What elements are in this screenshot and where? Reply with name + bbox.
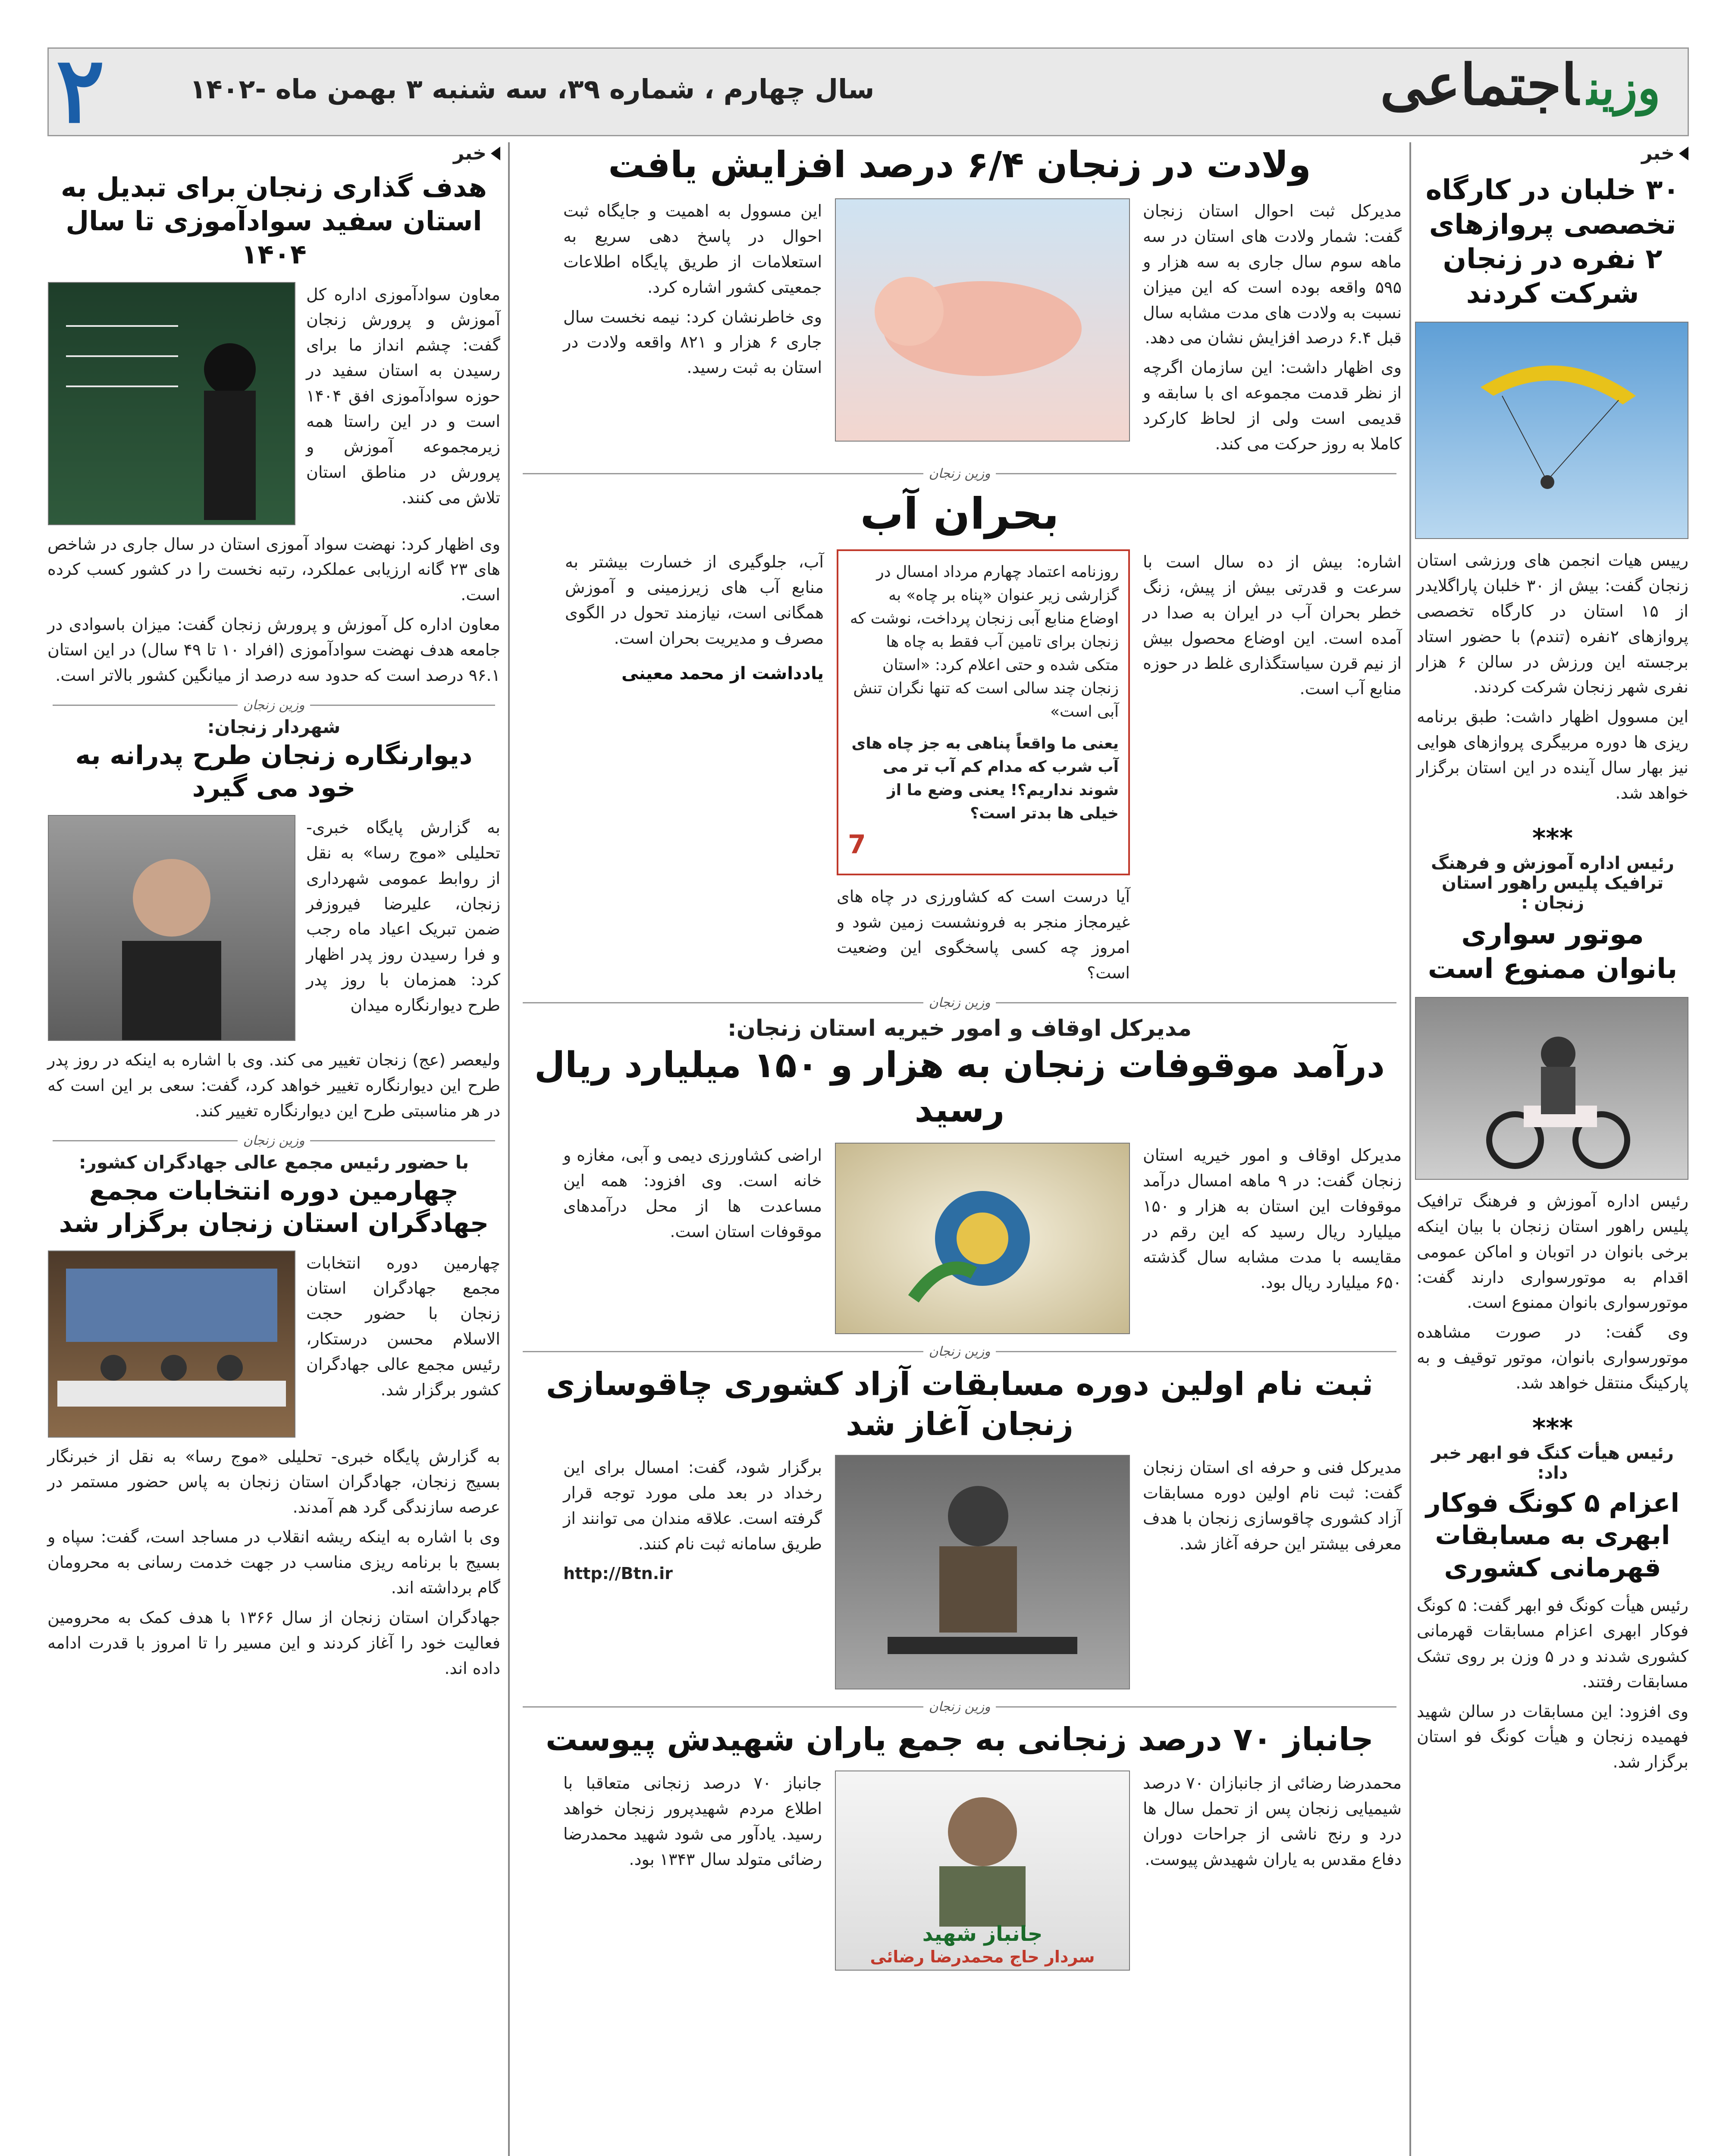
knife-making-photo xyxy=(835,1455,1130,1689)
news-tag: خبر xyxy=(1417,142,1688,164)
article-title: دیوارنگاره زنجان طرح پدرانه به خود می گیرد xyxy=(75,740,473,803)
section-title: اجتماعی xyxy=(1380,52,1578,118)
caption-label: جانباز شهید xyxy=(922,1921,1043,1946)
newborn-photo xyxy=(835,198,1130,442)
mayor-photo xyxy=(48,815,295,1041)
article-body: اشاره: بیش از ده سال است با سرعت و قدرتی بیش از پیش، زنگ خطر بحران آب در ایران به صدا در آمده است. این اوضاع محصول بیش از نیم قرن سیاستگذاری غلط در حوزه منابع آب است. xyxy=(1143,552,1402,699)
byline: یادداشت از محمد معینی xyxy=(621,664,824,684)
article-body: رئیس هیأت کونگ فو ابهر گفت: ۵ کونگ فوکار ابهری اعزام مسابقات قهرمانی کشوری شدند و در ۵ وزن بر روی تشک مسابقات رفتند. xyxy=(1417,1596,1688,1691)
article-body: به گزارش پایگاه خبری- تحلیلی «موج رسا» به نقل از خبرنگار بسیج زنجان، جهادگران استان زنجان به پاس حضور مستمر در عرصه سازندگی گرد هم آمدند. xyxy=(47,1447,500,1517)
separator: وزین زنجان xyxy=(47,697,500,714)
article-kicker: شهردار زنجان: xyxy=(207,716,341,737)
article-title: ولادت در زنجان ۶/۴ درصد افزایش یافت xyxy=(608,144,1311,186)
paraglider-icon xyxy=(1416,323,1688,538)
classroom-photo xyxy=(48,282,295,525)
page-number: ۲ xyxy=(56,37,105,143)
caption-name: سردار حاج محمدرضا رضائی xyxy=(870,1947,1095,1966)
tag-arrow-icon xyxy=(1679,147,1688,160)
article-title: موتور سواری بانوان ممنوع است xyxy=(1428,918,1678,985)
tag-arrow-icon xyxy=(491,147,500,160)
meeting-icon xyxy=(49,1251,295,1437)
motorcycle-photo xyxy=(1415,997,1688,1180)
masthead xyxy=(47,37,1686,143)
article-body: به گزارش پایگاه خبری- تحلیلی «موج رسا» به نقل از روابط عمومی شهرداری زنجان، علیرضا فیروزفر ضمن تبریک اعیاد ماه رجب و فرا رسیدن روز پدر اظهار کرد: همزمان با روز پدر طرح دیوارنگاره میدان xyxy=(306,818,500,1015)
article-body: مدیرکل اوقاف و امور خیریه استان زنجان گفت: در ۹ ماهه امسال درآمد موقوفات این استان به هزار و ۱۵۰ میلیارد ریال رسید که این رقم در مقایسه با مدت مشابه سال گذشته ۶۵۰ میلیارد ریال بود. xyxy=(1143,1146,1402,1292)
article-body: وی گفت: در صورت مشاهده موتورسواری بانوان، موتور توقیف و به پارکینگ منتقل خواهد شد. xyxy=(1417,1322,1688,1393)
motorcycle-icon xyxy=(1416,998,1688,1179)
separator-stars: *** xyxy=(1532,1413,1573,1444)
website-url[interactable]: http://Btn.ir xyxy=(563,1564,673,1583)
article-body: این مسوول اظهار داشت: طبق برنامه ریزی ها دوره مربیگری پروازهای هوایی نیز بهار سال آینده در این استان برگزار خواهد شد. xyxy=(1417,707,1688,803)
article-body: آیا درست است که کشاورزی در چاه های غیرمجاز منجر به فرونشست زمین شود و امروز چه کسی پاسخگوی این وضعیت است؟ xyxy=(837,887,1130,982)
quote-text: روزنامه اعتماد چهارم مرداد امسال در گزارشی زیر عنوان «پناه بر چاه» به اوضاع منابع آبی زنجان پرداخت، نوشت که زنجان برای تامین آب فقط به چاه ها متکی شده و حتی اعلام کرد: «استان زنجان چند سالی است که تنها نگران تنش آبی است» xyxy=(850,563,1119,721)
article-body: آب، جلوگیری از خسارت بیشتر به منابع آب های زیرزمینی و آموزش همگانی است، نیازمند تحول در الگوی مصرف و مدیریت بحران است. xyxy=(565,552,824,648)
article-title: ثبت نام اولین دوره مسابقات آزاد کشوری چاقوسازی زنجان آغاز شد xyxy=(546,1366,1374,1443)
article-body: این مسوول به اهمیت و جایگاه ثبت احوال در پاسخ دهی سریع به استعلامات از طریق پایگاه اطلاعات جمعیتی کشور اشاره کرد. xyxy=(563,201,822,297)
column-divider xyxy=(508,142,510,2156)
article-title: ۳۰ خلبان در کارگاه تخصصی پروازهای ۲ نفره در زنجان شرکت کردند xyxy=(1425,174,1680,310)
section-logo xyxy=(1380,52,1660,118)
article-body: وی افزود: این مسابقات در سالن شهید فهمیده زنجان و هیأت کونگ فو استان برگزار شد. xyxy=(1417,1702,1688,1772)
quote-box xyxy=(837,549,1130,875)
article-body: جهادگران استان زنجان از سال ۱۳۶۶ با هدف کمک به محرومین فعالیت خود را آغاز کردند و این مسیر را تا امروز با قدرت ادامه داده اند. xyxy=(47,1608,500,1678)
article-body: وی اظهار داشت: این سازمان اگرچه از نظر قدمت مجموعه ای با سابقه و قدیمی است ولی از لحاظ کارکرد کاملا به روز حرکت می کند. xyxy=(1143,358,1402,454)
article-body: برگزار شود، گفت: امسال برای این رخداد در بعد ملی مورد توجه قرار گرفته است. علاقه مندان می توانند از طریق سامانه ثبت نام کنند. xyxy=(563,1458,822,1554)
right-column xyxy=(1417,142,1688,1775)
article-body: اراضی کشاورزی دیمی و آبی، مغازه و خانه است. وی افزود: همه این مساعدت ها از محل درآمدهای موقوفات استان است. xyxy=(563,1146,822,1241)
endowment-photo xyxy=(835,1143,1130,1334)
issue-info: سال چهارم ، شماره ۳۹، سه شنبه ۳ بهمن ماه -۱۴۰۲ xyxy=(190,73,875,105)
column-divider xyxy=(1409,142,1411,2156)
article-title: اعزام ۵ کونگ فوکار ابهری به مسابقات قهرمانی کشوری xyxy=(1425,1488,1680,1583)
article-kicker: با حضور رئیس مجمع عالی جهادگران کشور: xyxy=(78,1151,469,1173)
quote-number: 7 xyxy=(848,829,866,860)
blackboard-icon xyxy=(49,283,295,524)
news-tag: خبر xyxy=(47,142,500,164)
separator: وزین زنجان xyxy=(518,1698,1402,1715)
hands-emblem-icon xyxy=(836,1144,1129,1333)
article-body: وی با اشاره به اینکه ریشه انقلاب در مساجد است، گفت: سپاه و بسیج با برنامه ریزی مناسب در جهت خدمت رسانی به محرومان گام برداشته اند. xyxy=(47,1527,500,1597)
article-body: ولیعصر (عج) زنجان تغییر می کند. وی با اشاره به اینکه در روز پدر طرح این دیوارنگاره تغییر خواهد کرد، گفت: سعی بر این است که در هر مناسبتی طرح این دیوارنگاره تغییر کند. xyxy=(47,1050,500,1120)
baby-icon xyxy=(836,199,1129,441)
article-body: مدیرکل فنی و حرفه ای استان زنجان گفت: ثبت نام اولین دوره مسابقات آزاد کشوری چاقوسازی زنجان با هدف معرفی بیشتر این حرفه آغاز شد. xyxy=(1143,1458,1402,1554)
separator: وزین زنجان xyxy=(518,1343,1402,1360)
article-body: مدیرکل ثبت احوال استان زنجان گفت: شمار ولادت های استان در سه ماهه سوم سال جاری به سه هزار و ۵۹۵ واقعه بوده است که این میزان نسبت به ولادت های مدت مشابه سال قبل ۶.۴ درصد افزایش نشان می دهد. xyxy=(1143,201,1402,348)
portrait-icon xyxy=(836,1771,1129,1927)
article-kicker: مدیرکل اوقاف و امور خیریه استان زنجان: xyxy=(727,1015,1192,1042)
article-body: رئیس اداره آموزش و فرهنگ ترافیک پلیس راهور استان زنجان با بیان اینکه برخی بانوان در اتوبان و اماکن عمومی اقدام به موتورسواری دارند گفت: موتورسواری بانوان ممنوع است. xyxy=(1417,1191,1688,1312)
article-kicker: رئیس هیأت کنگ فو ابهر خبر داد: xyxy=(1431,1443,1674,1483)
brand-name: وزین xyxy=(1587,60,1660,116)
paraglider-photo xyxy=(1415,322,1688,539)
article-body: وی اظهار کرد: نهضت سواد آموزی استان در سال جاری در شاخص های ۲۳ گانه ارزیابی عملکرد، رتبه نخست را در کشور کسب کرده است. xyxy=(47,534,500,605)
article-title: درآمد موقوفات زنجان به هزار و ۱۵۰ میلیارد ریال رسید xyxy=(534,1045,1385,1130)
article-body: محمدرضا رضائی از جانبازان ۷۰ درصد شیمیایی زنجان پس از تحمل سال ها درد و رنج ناشی از جراحات دوران دفاع مقدس به یاران شهیدش پیوست. xyxy=(1143,1773,1402,1869)
article-body: چهارمین دوره انتخابات مجمع جهادگران استان زنجان با حضور حجت الاسلام محسن درستکار، رئیس مجمع عالی جهادگران کشور برگزار شد. xyxy=(306,1253,500,1399)
left-column xyxy=(47,142,500,1681)
person-icon xyxy=(49,816,295,1040)
craftsman-icon xyxy=(836,1456,1129,1689)
martyr-photo xyxy=(835,1771,1130,1971)
article-body: وی خاطرنشان کرد: نیمه نخست سال جاری ۶ هزار و ۸۲۱ واقعه ولادت در استان به ثبت رسید. xyxy=(563,307,822,377)
article-body: رییس هیات انجمن های ورزشی استان زنجان گفت: بیش از ۳۰ خلبان پاراگلایدر از ۱۵ استان در کارگاه تخصصی پروازهای ۲نفره (تندم) با حضور استاد برجسته این ورزش در سالن ۶ هزار نفری شهر زنجان شرکت کردند. xyxy=(1417,551,1688,697)
meeting-photo xyxy=(48,1250,295,1438)
article-title: چهارمین دوره انتخابات مجمع جهادگران استان زنجان برگزار شد xyxy=(59,1175,489,1238)
quote-text: یعنی ما واقعاً پناهی به جز چاه های آب شرب که مدام کم آب تر می شوند نداریم؟! یعنی وضع ما از خیلی ها بدتر است؟ xyxy=(851,734,1119,822)
separator: وزین زنجان xyxy=(518,465,1402,483)
article-body: معاون سوادآموزی اداره کل آموزش و پرورش زنجان گفت: چشم انداز ما برای رسیدن به استان سفید در حوزه سوادآموزی افق ۱۴۰۴ است و در این راستا همه زیرمجموعه آموزش و پرورش در مناطق استان تلاش می کنند. xyxy=(306,285,500,507)
center-column xyxy=(518,142,1402,1971)
separator-stars: *** xyxy=(1532,823,1573,853)
separator: وزین زنجان xyxy=(47,1132,500,1150)
article-title: جانباز ۷۰ درصد زنجانی به جمع یاران شهیدش پیوست xyxy=(546,1721,1374,1758)
article-title: بحران آب xyxy=(860,488,1059,539)
article-title: هدف گذاری زنجان برای تبدیل به استان سفید سوادآموزی تا سال ۱۴۰۴ xyxy=(60,172,487,270)
article-kicker: رئیس اداره آموزش و فرهنگ ترافیک پلیس راهور استان زنجان : xyxy=(1431,853,1674,913)
article-body: جانباز ۷۰ درصد زنجانی متعاقبا با اطلاع مردم شهیدپرور زنجان خواهد رسید. یادآور می شود شهید محمدرضا رضائی متولد سال ۱۳۴۳ بود. xyxy=(563,1773,822,1869)
separator: وزین زنجان xyxy=(518,994,1402,1011)
article-body: معاون اداره کل آموزش و پرورش زنجان گفت: میزان باسوادی در جامعه هدف نهضت سوادآموزی (افراد ۱۰ تا ۴۹ سال) در این استان ۹۶.۱ درصد است که حدود سه درصد از میانگین کشور بالاتر است. xyxy=(47,615,500,685)
